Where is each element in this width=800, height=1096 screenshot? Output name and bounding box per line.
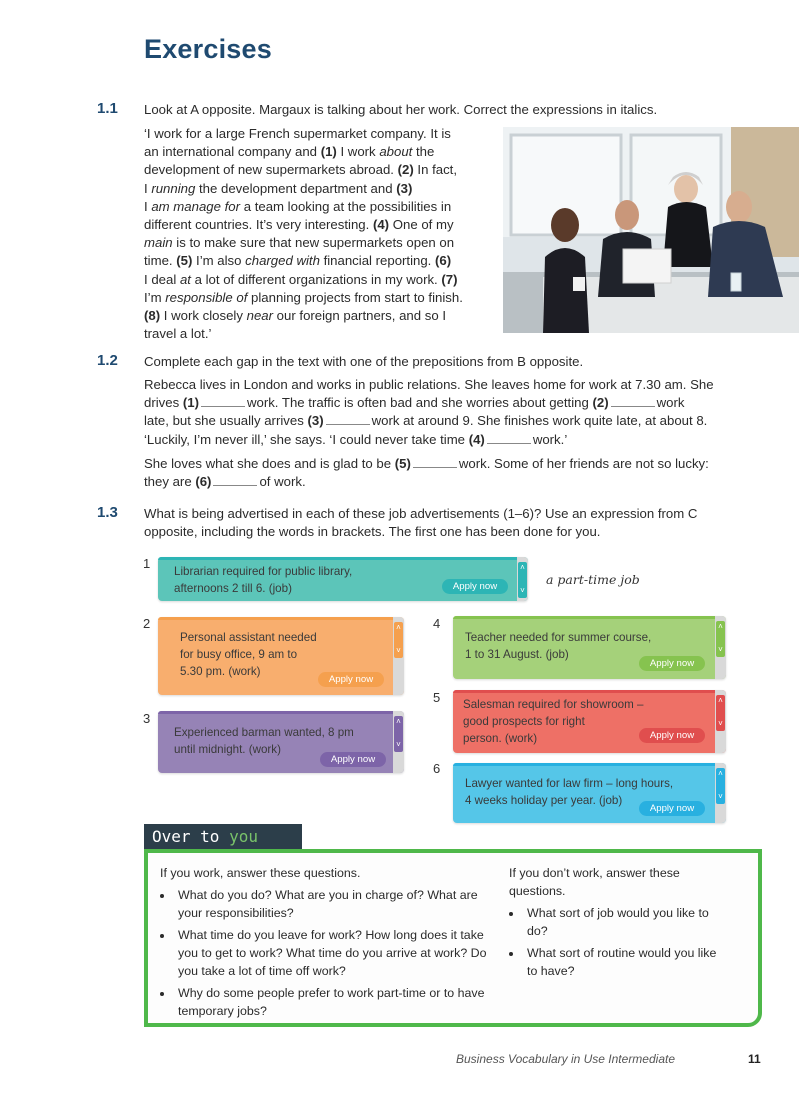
text-segment: at (179, 271, 191, 287)
text-line (144, 198, 496, 216)
ad-scrollbar[interactable] (393, 711, 404, 773)
text-segment: the (412, 144, 435, 160)
chevron-up-icon[interactable]: ˄ (718, 696, 723, 705)
heading-highlight: you (229, 827, 258, 846)
text-segment: a team looking at the possibilities in (240, 198, 452, 214)
text-segment: am manage for (151, 198, 241, 214)
text-segment: charged with (245, 253, 320, 269)
text-segment: work at around 9. She finishes work quite late, at about 8. (371, 413, 708, 429)
text-segment: (8) (144, 308, 161, 324)
ad-text: Teacher needed for summer course, 1 to 31 August. (job) (465, 631, 652, 661)
heading-text: Over to (152, 827, 230, 846)
ad-number: 5 (433, 690, 441, 705)
ad-top-border (158, 557, 517, 560)
text-segment: I (144, 180, 152, 196)
text-line (144, 412, 744, 430)
text-segment: planning projects from start to finish. (247, 289, 463, 305)
text-segment: time. (144, 253, 177, 269)
exercise-1-2-paragraph-1 (144, 376, 744, 449)
scroll-thumb[interactable] (394, 716, 403, 752)
job-advertisement (158, 711, 404, 773)
ad-scrollbar[interactable] (393, 617, 404, 695)
chevron-up-icon[interactable]: ˄ (718, 622, 723, 631)
text-segment: She loves what she does and is glad to be (144, 456, 395, 471)
text-segment: late, but she usually arrives (144, 413, 308, 429)
question-item: • What time do you leave for work? How long does it take you to get to work? What time do you arrive at work? Do you take a lot of time off work? (174, 926, 490, 980)
instruction-line-1: What is being advertised in each of these job advertisements (1–6)? Use an expression from C (144, 506, 698, 521)
text-segment: a lot of different organizations in my work. (190, 271, 442, 287)
text-segment: travel a lot.’ (144, 326, 212, 342)
text-line (144, 376, 744, 394)
ad-top-border (453, 763, 715, 766)
chevron-down-icon[interactable]: ˅ (718, 792, 723, 801)
ad-top-border (453, 690, 715, 693)
page-number: 11 (748, 1052, 761, 1066)
text-segment: In fact, (413, 162, 458, 178)
exercise-number-1-2: 1.2 (97, 352, 118, 369)
ad-number: 2 (143, 616, 151, 631)
ad-scrollbar[interactable] (517, 557, 528, 601)
text-segment: of work. (259, 474, 306, 490)
over-to-you-heading (144, 824, 302, 849)
ad-number: 3 (143, 711, 151, 726)
text-segment: ‘Luckily, I’m never ill,’ she says. ‘I could never take time (144, 431, 469, 447)
text-segment: (4) (372, 217, 390, 233)
text-segment: work.’ (532, 431, 568, 447)
text-segment: (6) (195, 474, 212, 490)
exercise-number-1-3: 1.3 (97, 504, 118, 521)
chevron-down-icon[interactable]: ˅ (718, 719, 723, 728)
text-line (144, 125, 496, 143)
text-segment: (4) (468, 431, 485, 447)
text-segment: different countries. It’s very interesting. (144, 217, 373, 233)
ad-text: Lawyer wanted for law firm – long hours, 4 weeks holiday per year. (job) (465, 777, 674, 807)
text-segment: (5) (394, 456, 411, 471)
apply-now-button[interactable]: Apply now (639, 801, 705, 816)
text-segment: about (379, 144, 413, 160)
answer-gap[interactable] (213, 475, 257, 486)
job-advertisement (158, 617, 404, 695)
text-segment: Rebecca lives in London and works in public relations. She leaves home for work at 7.30 am. She (144, 377, 714, 392)
ad-text: Librarian required for public library, afternoons 2 till 6. (job) (174, 565, 353, 595)
job-advertisement (158, 557, 528, 601)
answer-gap[interactable] (413, 457, 457, 468)
question-item: • What sort of routine would you like to have? (523, 944, 729, 980)
answer-gap[interactable] (487, 433, 531, 444)
text-segment: they are (144, 474, 196, 490)
exercise-1-1-text (144, 125, 496, 343)
ad-top-border (158, 711, 393, 714)
question-item: • Why do some people prefer to work part-time or to have temporary jobs? (174, 984, 490, 1020)
over-to-you-left (160, 864, 490, 1024)
apply-now-button[interactable]: Apply now (639, 728, 705, 743)
text-segment: work. The traffic is often bad and she worries about getting (246, 395, 593, 411)
text-segment: I’m (144, 289, 166, 305)
apply-now-button[interactable]: Apply now (639, 656, 705, 671)
text-segment: main (144, 235, 173, 251)
text-segment: the development department and (195, 180, 397, 196)
text-segment: (2) (397, 162, 414, 178)
exercise-number-1-1: 1.1 (97, 100, 118, 117)
text-line (144, 161, 496, 179)
text-line (144, 234, 496, 252)
text-segment: development of new supermarkets abroad. (144, 162, 398, 178)
apply-now-button[interactable]: Apply now (318, 672, 384, 687)
text-segment: running (151, 180, 196, 196)
text-segment: our foreign partners, and so I (273, 308, 447, 324)
text-line (144, 216, 496, 234)
example-answer: a part-time job (546, 572, 640, 587)
chevron-up-icon[interactable]: ˄ (396, 717, 401, 726)
apply-now-button[interactable]: Apply now (442, 579, 508, 594)
ad-top-border (158, 617, 393, 620)
ad-scrollbar[interactable] (715, 690, 726, 753)
text-segment: (3) (396, 180, 413, 196)
text-segment: (1) (320, 144, 337, 160)
text-line (144, 431, 744, 449)
job-advertisement (453, 690, 726, 753)
text-line (144, 252, 496, 270)
answer-gap[interactable] (611, 396, 655, 407)
text-segment: financial reporting. (319, 253, 436, 269)
text-line (144, 325, 496, 343)
text-segment: work (656, 395, 685, 411)
over-to-you-right (509, 864, 729, 984)
text-segment: (5) (176, 253, 193, 269)
scroll-thumb[interactable] (716, 621, 725, 657)
text-segment: is to make sure that new supermarkets open on (172, 235, 455, 251)
exercise-1-2-paragraph-2 (144, 455, 744, 491)
text-segment: I work closely (160, 308, 247, 324)
text-segment: I (144, 198, 152, 214)
chevron-up-icon[interactable]: ˄ (396, 623, 401, 632)
text-segment: (1) (182, 395, 199, 411)
text-line (144, 394, 744, 412)
text-segment: (2) (592, 395, 609, 411)
chevron-down-icon[interactable]: ˅ (396, 646, 401, 655)
text-segment: work. Some of her friends are not so lucky: (458, 456, 709, 471)
text-segment: drives (144, 395, 183, 411)
ad-scrollbar[interactable] (715, 763, 726, 823)
text-segment: near (246, 308, 274, 324)
question-item: • What sort of job would you like to do? (523, 904, 729, 940)
page-title: Exercises (144, 34, 272, 64)
text-segment: responsible of (165, 289, 248, 305)
answer-gap[interactable] (326, 414, 370, 425)
text-segment: (7) (441, 271, 458, 287)
ad-top-border (453, 616, 715, 619)
text-segment: (6) (435, 253, 452, 269)
text-segment: One of my (389, 217, 454, 233)
exercise-1-2-instruction: Complete each gap in the text with one of the prepositions from B opposite. (144, 354, 584, 369)
ad-text: Experienced barman wanted, 8 pm until midnight. (work) (174, 726, 354, 756)
apply-now-button[interactable]: Apply now (320, 752, 386, 767)
exercise-1-3-instruction (144, 505, 744, 541)
text-segment: I’m also (192, 253, 246, 269)
scroll-thumb[interactable] (518, 562, 527, 598)
chevron-down-icon[interactable]: ˅ (520, 586, 525, 595)
chevron-up-icon[interactable]: ˄ (718, 769, 723, 778)
left-intro: If you work, answer these questions. (160, 866, 361, 880)
scroll-thumb[interactable] (716, 695, 725, 731)
text-segment: I work (336, 144, 380, 160)
instruction-line-2: opposite, including the words in brackets. The first one has been done for you. (144, 524, 601, 540)
footer-book-title: Business Vocabulary in Use Intermediate (456, 1052, 675, 1066)
ad-text: Personal assistant needed for busy office, 9 am to 5.30 pm. (work) (180, 631, 317, 678)
text-segment: ‘I work for a large French supermarket company. It is (144, 126, 451, 141)
job-advertisement (453, 763, 726, 823)
office-meeting-photo (503, 127, 799, 333)
text-line (144, 143, 496, 161)
text-line (144, 455, 744, 473)
chevron-down-icon[interactable]: ˅ (718, 645, 723, 654)
ad-number: 6 (433, 761, 441, 776)
ad-scrollbar[interactable] (715, 616, 726, 679)
scroll-thumb[interactable] (394, 622, 403, 658)
chevron-down-icon[interactable]: ˅ (396, 740, 401, 749)
chevron-up-icon[interactable]: ˄ (520, 563, 525, 572)
exercise-1-1-instruction: Look at A opposite. Margaux is talking about her work. Correct the expressions in italics. (144, 102, 658, 117)
question-item: • What do you do? What are you in charge of? What are your responsibilities? (174, 886, 490, 922)
right-intro: If you don’t work, answer these questions. (509, 866, 680, 898)
text-segment: an international company and (144, 144, 321, 160)
job-advertisement (453, 616, 726, 679)
answer-gap[interactable] (201, 396, 245, 407)
text-line (144, 473, 744, 491)
text-segment: I deal (144, 271, 180, 287)
text-line (144, 289, 496, 307)
ad-text: Salesman required for showroom – good prospects for right person. (work) (463, 698, 644, 745)
text-line (144, 180, 496, 198)
scroll-thumb[interactable] (716, 768, 725, 804)
text-line (144, 307, 496, 325)
ad-number: 4 (433, 616, 441, 631)
ad-number: 1 (143, 556, 151, 571)
text-segment: (3) (307, 413, 324, 429)
text-line (144, 271, 496, 289)
